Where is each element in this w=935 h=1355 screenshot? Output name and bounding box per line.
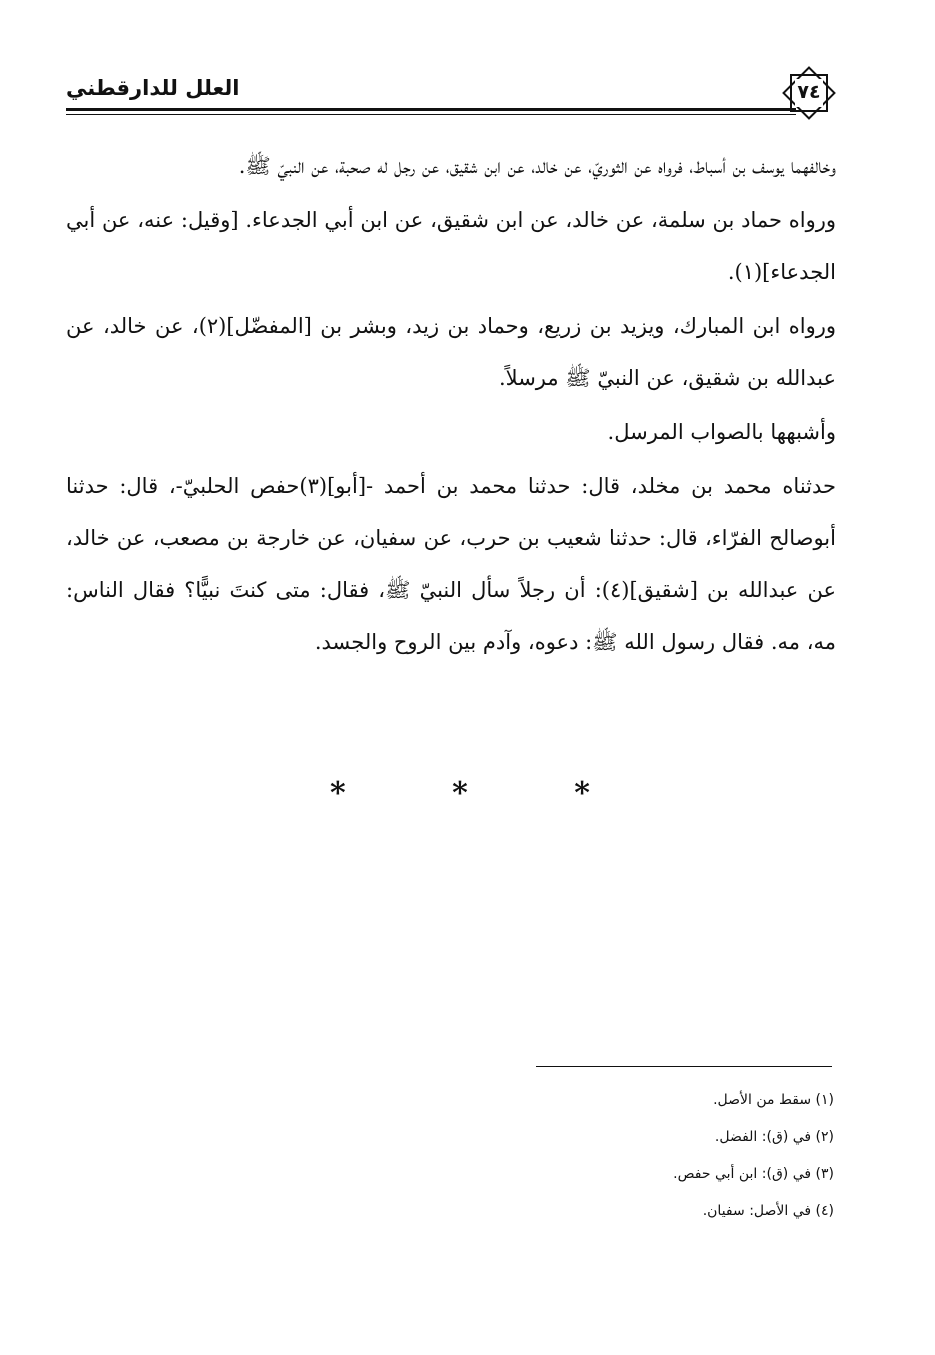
footnote-rule (536, 1066, 832, 1067)
paragraph: وخالفهما يوسف بن أسباط، فرواه عن الثوريّ، عن خالد، عن ابن شقيق، عن رجل له صحبة، عن النبيّ ﷺ. (238, 154, 836, 178)
paragraph: وأشبهها بالصواب المرسل. (607, 420, 836, 444)
footnote: (٢) في (ق): الفضل. (714, 1129, 834, 1145)
footnote: (٣) في (ق): ابن أبي حفص. (673, 1166, 834, 1182)
header-rule-thin (66, 114, 796, 115)
footnote: (٤) في الأصل: سفيان. (702, 1203, 834, 1219)
main-text (66, 140, 836, 670)
footnote: (١) سقط من الأصل. (713, 1092, 834, 1108)
paragraph: ورواه حماد بن سلمة، عن خالد، عن ابن شقيق، عن ابن أبي الجدعاء. [وقيل: عنه، عن أبي الجدعاء](١). (66, 208, 836, 284)
asterisk: * (574, 776, 590, 811)
section-separator (330, 776, 590, 811)
footnotes (420, 1082, 834, 1230)
paragraph: حدثناه محمد بن مخلد، قال: حدثنا محمد بن أحمد -[أبو](٣)حفص الحلبيّ-، قال: حدثنا أبوصالح الفرّاء، قال: حدثنا شعيب بن حرب، عن سفيان، عن خارجة بن مصعب، عن خالد، عن عبدالله بن [شقيق](٤): أن رجلاً سأل النبيّ ﷺ، فقال: متى كنتَ نبيًّا؟ فقال الناس: مه، مه. فقال رسول الله ﷺ: دعوه، وآدم بين الروح والجسد. (66, 474, 837, 654)
asterisk: * (330, 776, 346, 811)
book-title: العلل للدارقطني (66, 76, 240, 100)
header-rule-thick (66, 108, 796, 111)
page-number: ٧٤ (797, 81, 821, 103)
paragraph: ورواه ابن المبارك، ويزيد بن زريع، وحماد بن زيد، وبشر بن [المفضّل](٢)، عن خالد، عن عبدالله بن شقيق، عن النبيّ ﷺ مرسلاً. (66, 314, 837, 390)
asterisk: * (452, 776, 468, 811)
